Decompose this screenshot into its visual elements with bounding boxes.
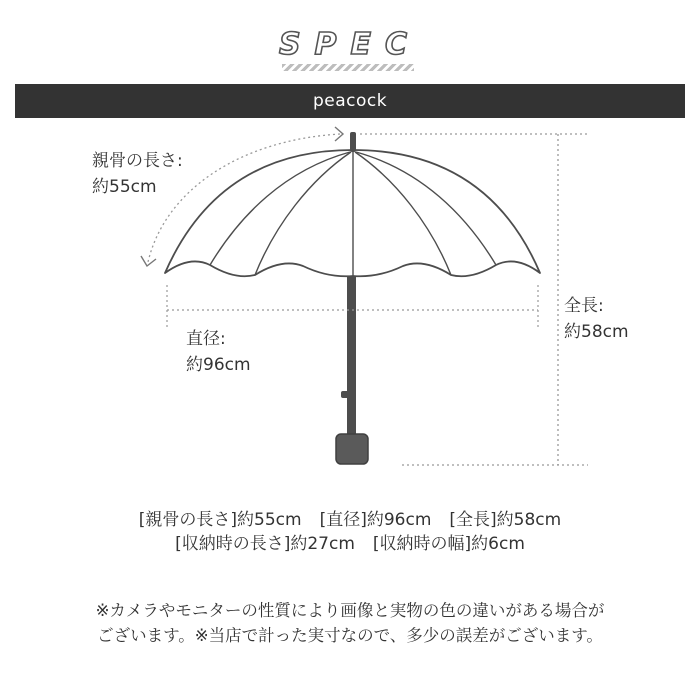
total-length-label: [564, 293, 629, 345]
disclaimer-line-2: ございます。※当店で計った実寸なので、多少の誤差がございます。: [97, 626, 603, 645]
spec-summary-line-1: [0, 508, 700, 532]
spec-rib-length: [親骨の長さ]約55cm: [138, 510, 302, 530]
total-length-title: 全長:: [564, 296, 604, 316]
diameter-value: 約96cm: [186, 355, 251, 375]
spec-diameter: [直径]約96cm: [319, 510, 432, 530]
spec-total-length: [全長]約58cm: [449, 510, 562, 530]
diameter-title: 直径:: [186, 329, 226, 349]
umbrella-tip: [350, 132, 356, 152]
rib-length-label: [92, 148, 183, 200]
disclaimer-line-1: ※カメラやモニターの性質により画像と実物の色の違いがある場合が: [95, 601, 605, 620]
spec-folded-width: [収納時の幅]約6cm: [372, 534, 525, 554]
spec-summary-line-2: [0, 532, 700, 556]
umbrella-shaft: [347, 276, 356, 436]
model-name: peacock: [312, 91, 388, 111]
spec-folded-length: [収納時の長さ]約27cm: [175, 534, 355, 554]
umbrella-handle: [336, 434, 368, 464]
slider-button: [341, 391, 349, 398]
spec-title-text: SPEC: [278, 27, 422, 62]
rib-length-title: 親骨の長さ:: [92, 151, 183, 171]
diameter-label: [186, 326, 251, 378]
rib-length-value: 約55cm: [92, 177, 157, 197]
total-length-value: 約58cm: [564, 322, 629, 342]
